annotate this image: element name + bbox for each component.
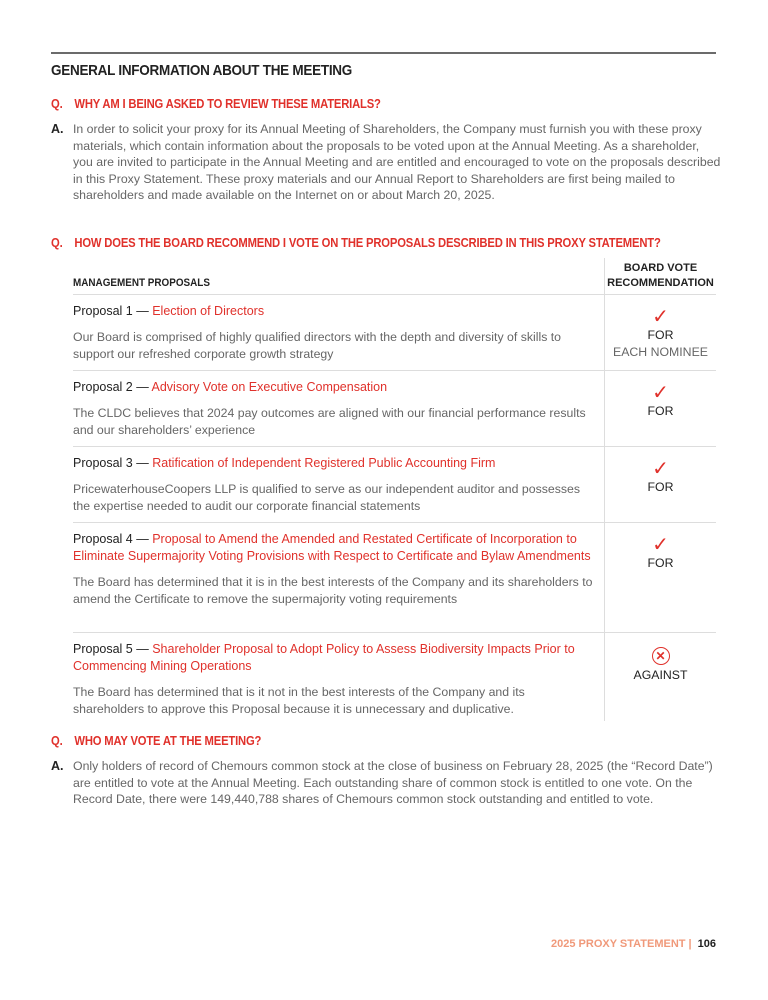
proposal-title: Proposal 5 — Shareholder Proposal to Adopt Policy to Assess Biodiversity Impacts Prior to Commencing Mining Operations <box>73 642 575 673</box>
proposal-description: PricewaterhouseCoopers LLP is qualified to serve as our independent auditor and possesses the expertise needed to audit our corporate financial statements <box>73 482 580 513</box>
page-number: 106 <box>697 938 716 950</box>
answer-label: A. <box>51 759 64 773</box>
check-icon: ✓ <box>652 458 669 480</box>
answer-1: In order to solicit your proxy for its Annual Meeting of Shareholders, the Company must furnish you with these proxy materials, which contain information about the proposals to be voted upon at the Annual Meeting. As a shareholder, you are invited to participate in the Annual Meeting and are entitled and encouraged to vote on the proposals described in this Proxy Statement. These proxy materials and our Annual Report to Shareholders are first being mailed to shareholders and made available on the Internet on or about March 20, 2025. <box>73 122 721 202</box>
proposal-description: Our Board is comprised of highly qualified directors with the depth and diversity of skills to support our refreshed corporate growth strategy <box>73 330 562 361</box>
question-1: Q. WHY AM I BEING ASKED TO REVIEW THESE MATERIALS? <box>51 97 381 111</box>
recommendation: ✓ FOR EACH NOMINEE <box>605 307 716 361</box>
proposal-description: The CLDC believes that 2024 pay outcomes are aligned with our financial performance results and our shareholders’ experience <box>73 406 586 437</box>
recommendation: ✓ FOR <box>605 459 716 496</box>
proposal-description: The Board has determined that is it not in the best interests of the Company and its shareholders to approve this Proposal because it is unnecessary and duplicative. <box>73 685 525 716</box>
table-header <box>73 258 716 295</box>
proposal-title: Proposal 3 — Ratification of Independent Registered Public Accounting Firm <box>73 456 496 470</box>
question-2: Q. HOW DOES THE BOARD RECOMMEND I VOTE ON THE PROPOSALS DESCRIBED IN THIS PROXY STATEMENT? <box>51 236 661 250</box>
header-board-vote: BOARD VOTE RECOMMENDATION <box>607 262 714 289</box>
proposal-title: Proposal 4 — Proposal to Amend the Amended and Restated Certificate of Incorporation to Eliminate Supermajority Voting Provisions with Respect to Certificate and Bylaw Amendments <box>73 532 591 563</box>
top-rule <box>51 52 716 54</box>
proposal-link[interactable]: Proposal to Amend the Amended and Restated Certificate of Incorporation to Eliminate Supermajority Voting Provisions with Respect to Certificate and Bylaw Amendments <box>73 532 591 563</box>
table-row <box>73 371 716 447</box>
header-management-proposals: MANAGEMENT PROPOSALS <box>73 277 210 289</box>
recommendation: ✓ FOR <box>605 383 716 420</box>
answer-label: A. <box>51 122 64 136</box>
x-circle-icon: ✕ <box>652 647 670 665</box>
table-row <box>73 447 716 523</box>
answer-3: Only holders of record of Chemours common stock at the close of business on February 28, 2025 (the “Record Date”) are entitled to vote at the Annual Meeting. Each outstanding share of common stock is entitled to one vote. On the Record Date, there were 149,440,788 shares of Chemours common stock outstanding and entitled to vote. <box>73 759 713 806</box>
table-row <box>73 295 716 371</box>
proposal-link[interactable]: Election of Directors <box>152 304 265 318</box>
check-icon: ✓ <box>652 306 669 328</box>
page-title: GENERAL INFORMATION ABOUT THE MEETING <box>51 62 353 79</box>
footer-label: 2025 PROXY STATEMENT | <box>551 938 692 950</box>
proposal-link[interactable]: Shareholder Proposal to Adopt Policy to Assess Biodiversity Impacts Prior to Commencing Mining Operations <box>73 642 575 673</box>
proposal-link[interactable]: Ratification of Independent Registered Public Accounting Firm <box>152 456 496 470</box>
recommendation: ✓ FOR <box>605 535 716 572</box>
page-footer <box>551 938 716 950</box>
check-icon: ✓ <box>652 382 669 404</box>
question-3: Q. WHO MAY VOTE AT THE MEETING? <box>51 734 262 748</box>
table-row <box>73 633 716 725</box>
proposal-title: Proposal 1 — Election of Directors <box>73 304 265 318</box>
proposal-link[interactable]: Advisory Vote on Executive Compensation <box>151 380 388 394</box>
table-row <box>73 523 716 633</box>
recommendation: ✕ AGAINST <box>633 649 688 682</box>
proposal-description: The Board has determined that it is in the best interests of the Company and its shareholders to amend the Certificate to remove the supermajority voting requirements <box>73 575 593 606</box>
check-icon: ✓ <box>652 534 669 556</box>
proposals-table <box>73 258 716 725</box>
proposal-title: Proposal 2 — Advisory Vote on Executive Compensation <box>73 380 388 394</box>
